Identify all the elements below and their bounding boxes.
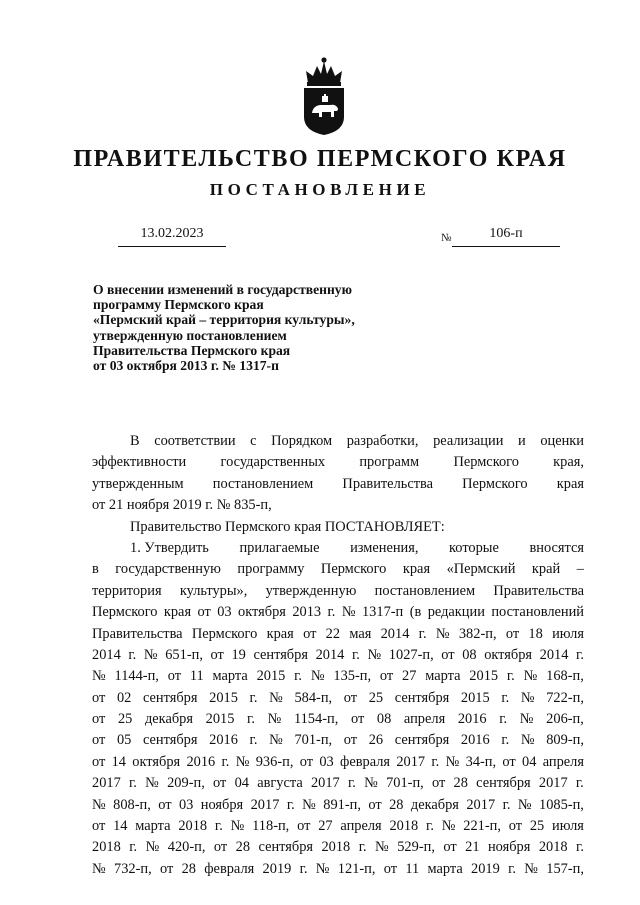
body-word: постановлением: [212, 475, 314, 492]
document-type: ПОСТАНОВЛЕНИЕ: [209, 180, 431, 199]
body-word: от: [210, 646, 224, 663]
body-word: прилагаемые: [239, 539, 320, 556]
body-word: марта: [212, 668, 248, 685]
body-word: эффективности: [92, 454, 187, 471]
body-line: [92, 538, 584, 559]
body-word: от: [441, 646, 455, 663]
body-word: г.: [499, 711, 508, 728]
body-word: края: [266, 625, 294, 642]
body-word: Порядком: [271, 433, 333, 449]
body-word: 2014: [92, 646, 121, 663]
body-word: от: [92, 711, 106, 728]
body-word: г.: [576, 839, 584, 856]
body-word: оценки: [540, 433, 584, 449]
body-word: 03: [319, 753, 334, 770]
body-word: октября: [132, 753, 181, 770]
body-word: 809-п,: [546, 732, 584, 749]
body-word: 25: [117, 711, 133, 728]
body-word: 2017: [250, 796, 280, 813]
body-word: 27: [318, 818, 333, 835]
body-word: 2015: [469, 668, 499, 685]
body-word: 14: [113, 818, 128, 835]
body-word: 2017: [538, 775, 568, 792]
body-word: г.: [327, 604, 336, 621]
body-word: апреля: [542, 753, 584, 770]
body-word: разработки,: [346, 433, 419, 449]
body-word: №: [92, 668, 106, 685]
body-word: от: [350, 711, 365, 728]
body-word: апреля: [403, 711, 446, 728]
body-word: 25: [529, 818, 545, 835]
body-word: государственных: [220, 454, 326, 471]
body-line: [92, 730, 584, 751]
body-word: №: [269, 689, 283, 706]
body-word: 34-п,: [465, 753, 497, 770]
body-word: 2015: [209, 689, 238, 706]
body-word: февраля: [340, 753, 391, 770]
body-word: №: [445, 753, 460, 770]
body-word: 382-п,: [458, 625, 497, 642]
body-word: 02: [116, 689, 132, 706]
body-word: 25: [368, 689, 384, 706]
body-word: г.: [575, 775, 584, 792]
body-word: от: [213, 775, 227, 792]
body-word: сентября: [253, 646, 308, 663]
body-word: г.: [347, 775, 356, 792]
body-word: №: [375, 839, 389, 856]
body-line: [92, 709, 584, 730]
body-word: которые: [449, 539, 499, 556]
body-word: 1317-п: [361, 604, 404, 621]
body-word: с: [250, 433, 257, 449]
body-word: 2013: [292, 604, 322, 621]
body-word: и: [518, 433, 526, 449]
body-word: 157-п,: [546, 860, 584, 877]
body-word: 2019: [262, 860, 292, 877]
body-word: 2014: [380, 625, 410, 642]
body-word: №: [524, 860, 538, 877]
body-word: г.: [249, 689, 258, 706]
body-word: ноября: [200, 796, 244, 813]
body-word: реализации: [433, 433, 504, 449]
body-word: от: [508, 818, 523, 835]
body-word: сентября: [142, 689, 198, 706]
body-word: 584-п,: [294, 689, 333, 706]
body-word: Правительства: [493, 582, 584, 599]
body-word: 2015: [256, 668, 286, 685]
body-line: [92, 517, 584, 538]
body-word: государственную: [115, 561, 221, 578]
body-word: 2019: [471, 860, 500, 877]
body-word: мая: [349, 625, 372, 642]
body-word: №: [341, 604, 356, 621]
body-word: территория: [92, 582, 162, 599]
body-word: 2018: [538, 839, 568, 856]
body-word: сентября: [476, 775, 531, 792]
body-word: 18: [528, 625, 543, 642]
body-word: «Пермский: [446, 561, 516, 578]
body-word: Пермского: [453, 454, 519, 471]
body-word: культуры»,: [179, 582, 248, 599]
body-word: 891-п,: [323, 796, 361, 813]
body-word: г.: [358, 839, 367, 856]
body-word: марта: [427, 860, 463, 877]
body-word: 722-п,: [546, 689, 584, 706]
body-line: [92, 837, 584, 858]
body-word: сентября: [142, 732, 198, 749]
body-line: [92, 495, 584, 516]
body-word: от: [213, 839, 228, 856]
body-word: №: [519, 711, 534, 728]
body-word: 529-п,: [397, 839, 435, 856]
body-word: 808-п,: [113, 796, 151, 813]
body-word: №: [145, 775, 159, 792]
body-word: программ: [359, 454, 420, 471]
body-word: Пермского: [320, 561, 387, 578]
body-word: от: [431, 775, 446, 792]
body-word: изменения,: [350, 539, 419, 556]
body-word: №: [520, 732, 535, 749]
body-word: от: [505, 625, 520, 642]
body-word: постановлений: [491, 604, 584, 621]
subject-line: Правительства Пермского края: [93, 342, 291, 358]
body-word: сентября: [394, 689, 450, 706]
body-word: 2016: [457, 711, 487, 728]
body-word: Пермского: [462, 475, 528, 492]
body-word: В: [130, 433, 140, 449]
body-word: 2016: [209, 732, 238, 749]
body-word: от 21 ноября 2019 г. № 835-п,: [92, 497, 272, 514]
government-title: ПРАВИТЕЛЬСТВО ПЕРМСКОГО КРАЯ: [73, 146, 567, 172]
body-word: 03: [178, 796, 194, 813]
body-word: от: [502, 753, 516, 770]
body-word: №: [520, 689, 535, 706]
body-line: [92, 666, 584, 687]
body-word: декабря: [410, 796, 459, 813]
body-word: г.: [426, 818, 434, 835]
body-word: г.: [508, 860, 516, 877]
body-word: октября: [238, 604, 286, 621]
body-word: 2018: [92, 839, 121, 856]
body-line: [92, 602, 584, 623]
body-line: [92, 645, 584, 666]
body-line: [92, 795, 584, 816]
subject-line: «Пермский край – территория культуры»,: [93, 312, 355, 328]
body-word: 121-п,: [337, 860, 376, 877]
body-word: 28: [389, 796, 404, 813]
body-word: 135-п,: [333, 668, 372, 685]
body-word: 221-п,: [463, 818, 501, 835]
body-word: 21: [465, 839, 480, 856]
perm-krai-coat-of-arms-icon: [300, 55, 348, 137]
body-word: марта: [135, 818, 171, 835]
body-word: (в: [409, 604, 422, 621]
body-word: края: [402, 561, 431, 578]
body-word: г.: [431, 753, 440, 770]
body-word: края: [556, 475, 584, 492]
subject-line: от 03 октября 2013 г. № 1317-п: [93, 358, 279, 374]
body-word: №: [143, 646, 158, 663]
body-line: [92, 773, 584, 794]
body-word: №: [230, 818, 245, 835]
body-word: Пермского: [92, 604, 158, 621]
body-word: августа: [257, 775, 303, 792]
body-word: октября: [484, 646, 533, 663]
body-word: №: [235, 753, 250, 770]
body-word: №: [367, 646, 382, 663]
body-word: 08: [376, 711, 392, 728]
document-date: 13.02.2023: [118, 226, 226, 247]
body-line: [92, 688, 584, 709]
body-word: от: [343, 689, 358, 706]
body-word: в: [92, 561, 99, 578]
body-word: г.: [221, 753, 230, 770]
body-word: №: [302, 796, 316, 813]
body-line: [92, 452, 584, 473]
body-line: [92, 581, 584, 602]
body-word: 2016: [186, 753, 216, 770]
body-word: края,: [553, 454, 584, 471]
body-word: 1144-п,: [114, 668, 159, 685]
body-word: 2014: [539, 646, 569, 663]
body-line: [92, 624, 584, 645]
body-word: 936-п,: [255, 753, 294, 770]
body-word: 11: [189, 668, 204, 685]
document-body: [92, 431, 584, 880]
body-word: 206-п,: [546, 711, 584, 728]
body-word: 11: [405, 860, 420, 877]
body-word: 420-п,: [167, 839, 206, 856]
body-word: 1085-п,: [539, 796, 584, 813]
subject-line: программу Пермского края: [93, 297, 264, 313]
body-word: от: [167, 668, 181, 685]
body-word: сентября: [394, 732, 450, 749]
body-word: №: [364, 775, 378, 792]
body-word: г.: [129, 775, 137, 792]
body-word: 2018: [321, 839, 351, 856]
body-word: №: [310, 668, 325, 685]
body-word: г.: [351, 646, 360, 663]
body-word: 2015: [205, 711, 235, 728]
body-word: Правительства: [92, 625, 183, 642]
body-word: от: [343, 732, 358, 749]
body-word: №: [267, 711, 282, 728]
body-word: 701-п,: [294, 732, 333, 749]
body-word: №: [523, 668, 538, 685]
body-word: 209-п,: [167, 775, 205, 792]
number-label: №: [441, 232, 452, 244]
document-number: 106-п: [452, 226, 560, 247]
body-word: 2018: [178, 818, 208, 835]
body-word: от: [299, 753, 314, 770]
body-word: 28: [235, 839, 251, 856]
body-line: [92, 752, 584, 773]
body-word: ноября: [487, 839, 531, 856]
body-word: 2016: [460, 732, 490, 749]
body-line: [92, 474, 584, 495]
body-word: г.: [576, 646, 584, 663]
body-word: край: [531, 561, 561, 578]
body-word: от: [197, 604, 211, 621]
body-word: г.: [501, 732, 510, 749]
body-word: №: [92, 860, 106, 877]
body-word: июля: [552, 818, 584, 835]
body-word: от: [297, 818, 311, 835]
body-word: г.: [294, 668, 303, 685]
body-word: 118-п,: [252, 818, 290, 835]
document-subject: [93, 282, 413, 373]
body-word: от: [379, 668, 394, 685]
body-word: г.: [214, 818, 223, 835]
body-word: 1027-п,: [388, 646, 434, 663]
body-word: г.: [502, 796, 511, 813]
body-word: соответствии: [154, 433, 236, 449]
body-word: №: [517, 796, 532, 813]
body-word: 2017: [310, 775, 340, 792]
body-word: 27: [402, 668, 417, 685]
body-line: [92, 816, 584, 837]
body-word: 04: [522, 753, 537, 770]
body-word: апреля: [340, 818, 382, 835]
body-word: 28: [453, 775, 468, 792]
body-word: Пермского: [191, 625, 258, 642]
body-word: от: [92, 753, 106, 770]
body-line: [92, 431, 584, 452]
body-word: 168-п,: [546, 668, 584, 685]
body-word: Правительства: [342, 475, 433, 492]
body-word: 2018: [389, 818, 419, 835]
body-word: от: [159, 860, 174, 877]
body-word: 03: [217, 604, 232, 621]
subject-line: утвержденную постановлением: [93, 327, 287, 343]
body-word: утвержденным: [92, 475, 184, 492]
body-word: г.: [506, 668, 515, 685]
body-word: 2017: [92, 775, 121, 792]
body-word: 28: [181, 860, 196, 877]
body-word: 2017: [466, 796, 496, 813]
body-word: Правительство Пермского края ПОСТАНОВЛЯЕТ:: [130, 518, 445, 535]
body-word: –: [576, 561, 584, 578]
body-word: июля: [552, 625, 584, 642]
body-word: от: [158, 796, 172, 813]
body-word: 2017: [396, 753, 426, 770]
body-word: №: [435, 625, 450, 642]
body-word: 22: [325, 625, 341, 642]
body-word: от: [303, 625, 317, 642]
body-word: 1. Утвердить: [130, 539, 209, 556]
body-word: вносятся: [529, 539, 584, 556]
body-word: 05: [116, 732, 132, 749]
body-word: г.: [418, 625, 427, 642]
body-word: г.: [128, 646, 137, 663]
body-word: 1154-п,: [293, 711, 339, 728]
body-word: №: [145, 839, 160, 856]
body-word: края: [163, 604, 192, 621]
body-word: февраля: [204, 860, 255, 877]
body-word: от: [368, 796, 382, 813]
body-word: №: [315, 860, 330, 877]
body-word: г.: [129, 839, 138, 856]
body-word: от: [443, 839, 457, 856]
body-word: постановлением: [374, 582, 476, 599]
body-word: от: [92, 732, 106, 749]
body-word: 26: [368, 732, 384, 749]
body-word: программу: [237, 561, 305, 578]
body-word: 701-п,: [386, 775, 424, 792]
body-word: утвержденную: [265, 582, 357, 599]
body-word: 2015: [460, 689, 490, 706]
body-word: от: [92, 689, 106, 706]
body-word: г.: [501, 689, 510, 706]
body-word: 14: [111, 753, 126, 770]
body-word: №: [441, 818, 456, 835]
body-line: [92, 559, 584, 580]
body-word: декабря: [144, 711, 193, 728]
body-word: г.: [249, 732, 258, 749]
body-word: от: [383, 860, 398, 877]
body-line: [92, 859, 584, 880]
body-word: сентября: [258, 839, 314, 856]
body-word: 19: [231, 646, 246, 663]
body-word: марта: [425, 668, 461, 685]
body-word: 2014: [315, 646, 345, 663]
body-word: г.: [286, 796, 295, 813]
body-word: №: [92, 796, 106, 813]
body-word: от: [92, 818, 106, 835]
body-word: г.: [299, 860, 308, 877]
body-word: 732-п,: [114, 860, 152, 877]
subject-line: О внесении изменений в государственную: [93, 282, 352, 297]
body-word: 04: [234, 775, 249, 792]
body-word: 08: [462, 646, 477, 663]
body-word: г.: [247, 711, 255, 728]
body-word: 651-п,: [165, 646, 203, 663]
body-word: №: [269, 732, 283, 749]
body-word: редакции: [427, 604, 485, 621]
